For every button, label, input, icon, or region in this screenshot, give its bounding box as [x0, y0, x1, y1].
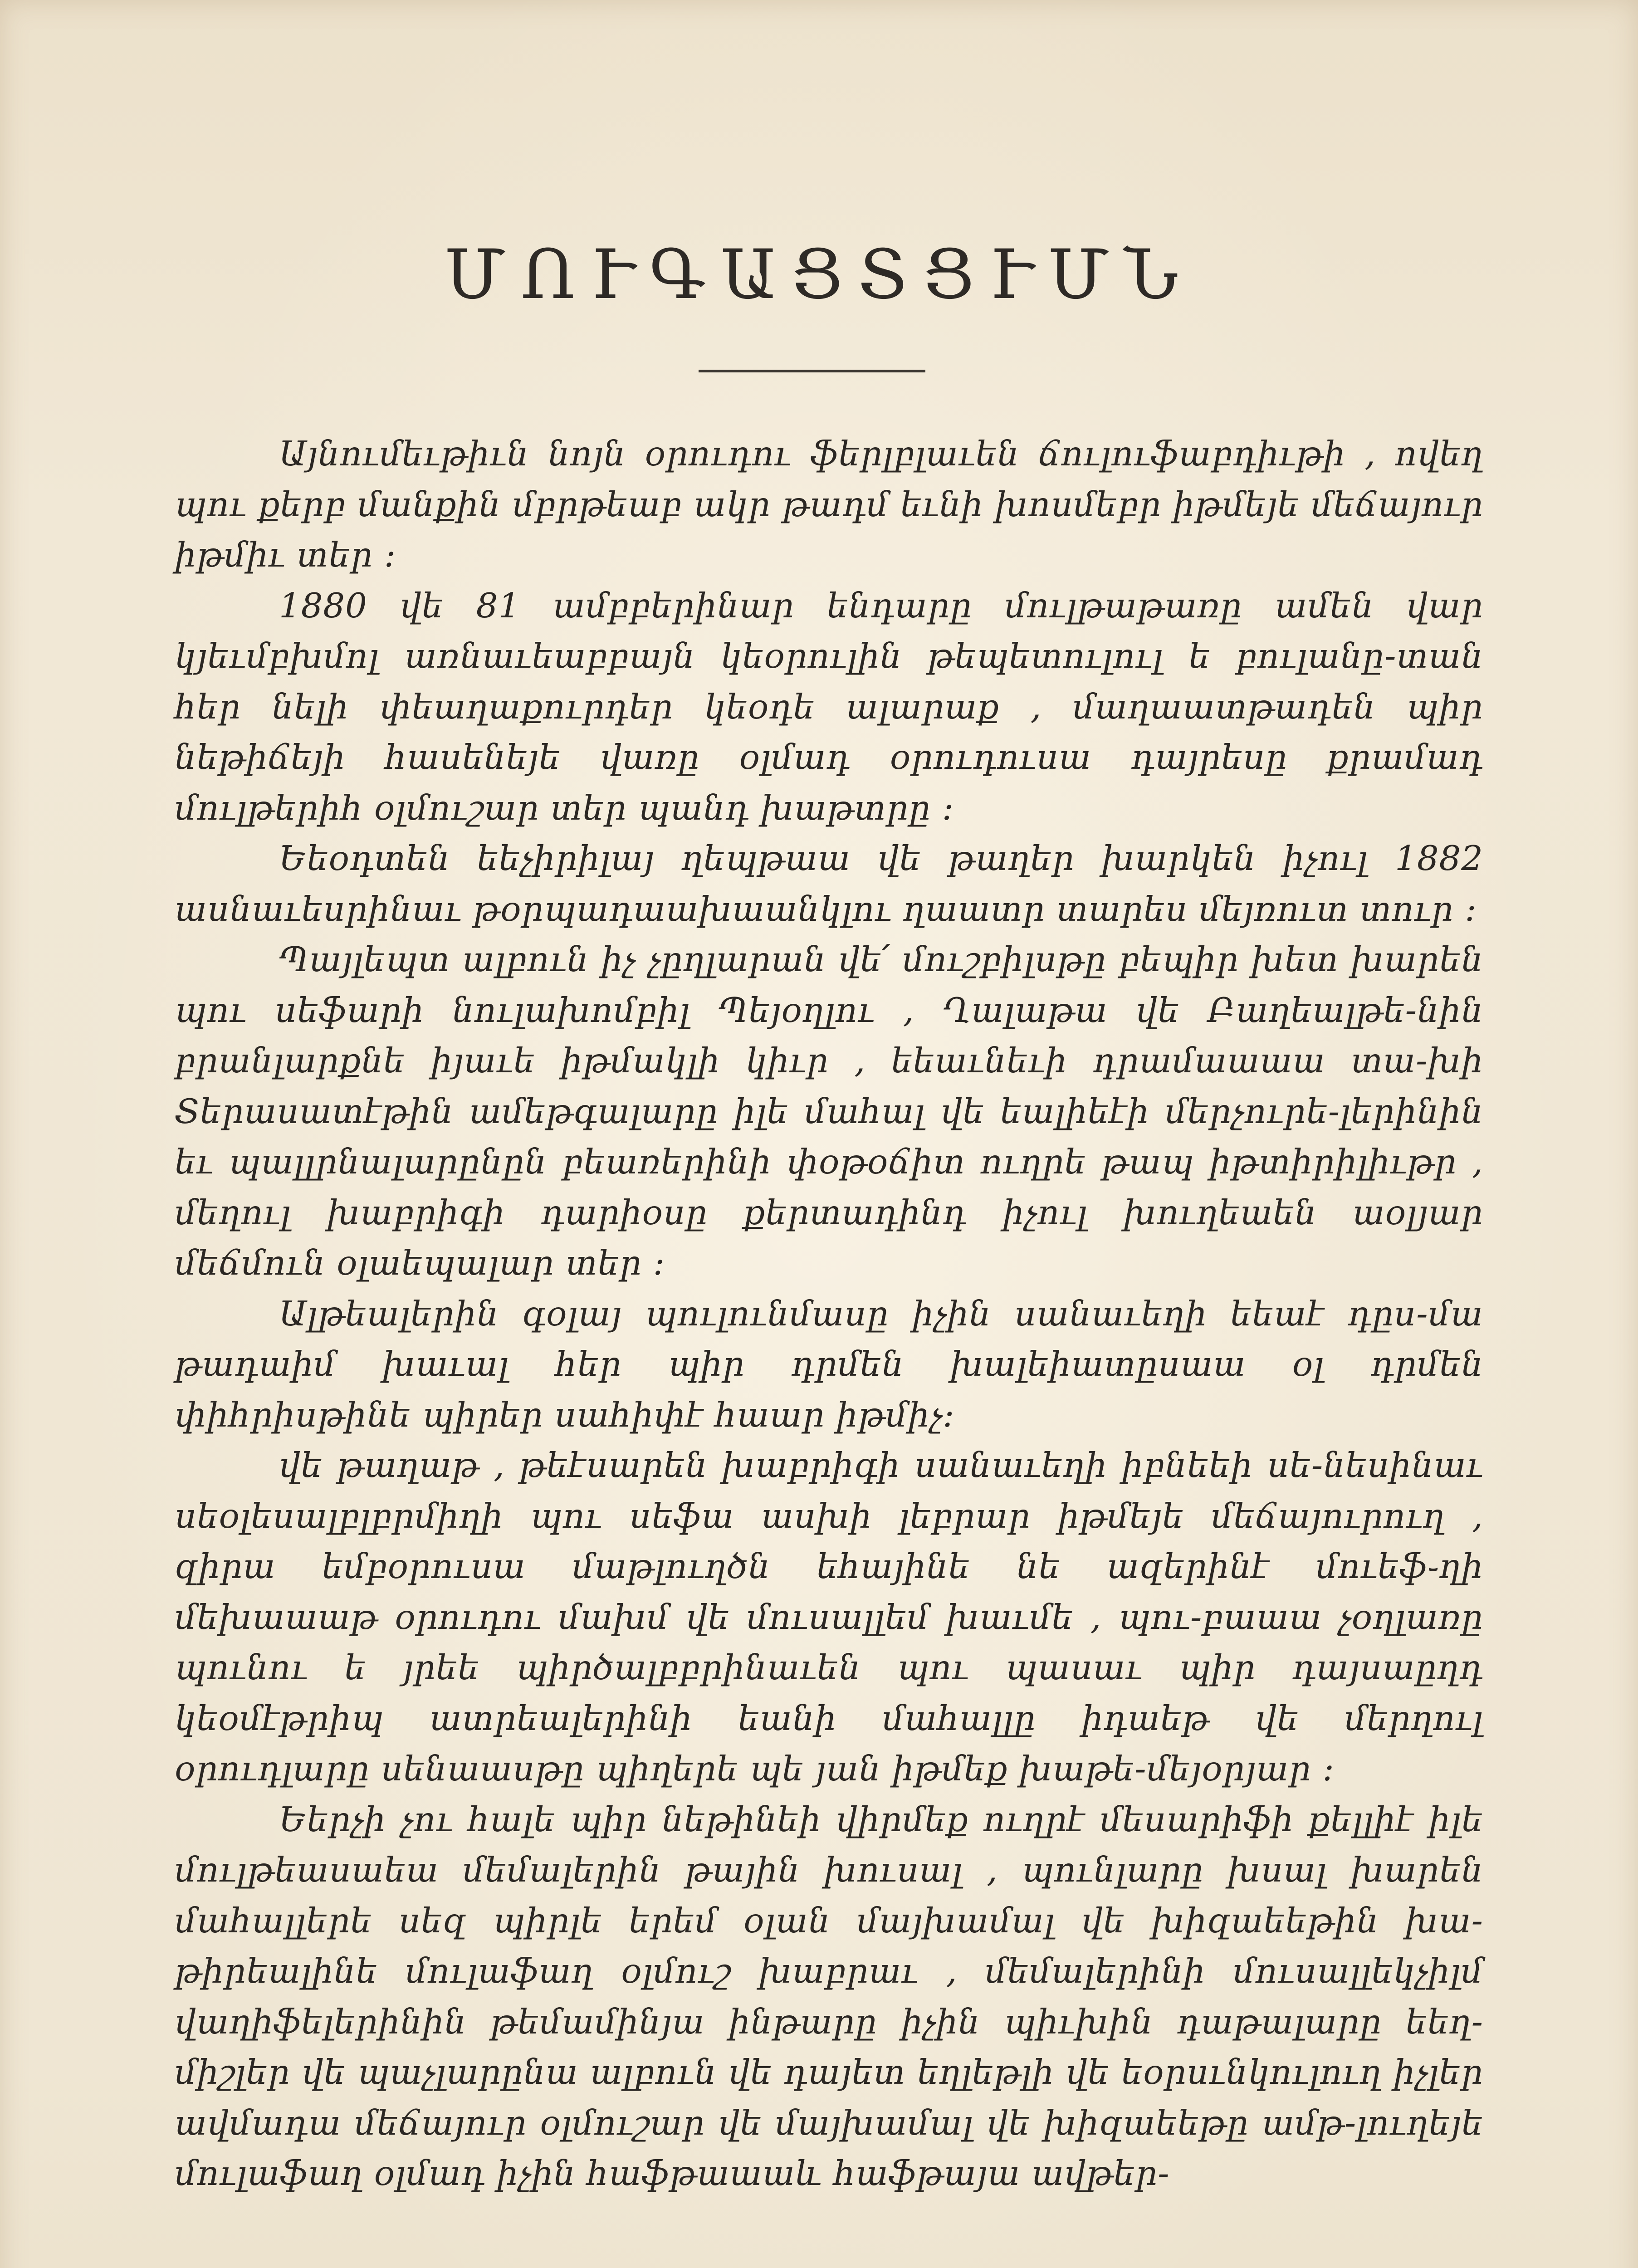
paragraph-1: Այնումեւթիւն նոյն օրուդու ֆերլբլաւեն ճուլուֆաբդիւթի , ովեղ պու քերբ մանքին մբրթեաբ ակր թադմ եւնի խոսմեբր իթմեյե մեճայուր իթմիւ տեր ։ — [175, 434, 1483, 575]
page-title: ՄՈՒԳԱՑՏՑՒՄՆ — [444, 235, 1194, 314]
paragraph-5: Ալթեալերին գօլայ պուլունմասը իչին սանաւեղի եեաէ դըս-մա թադաիմ խաւալ հեր պիր դրմեն խալեիատըսաա օլ դրմեն փիհրիսթինե պիրեր սահիփէ հաար իթմիչ։ — [175, 1293, 1483, 1435]
paragraph-4: Պայլեպտ ալբուն իչ չըղլարան վե՛ մուշբիլսթը բեպիր խետ խարեն պու սեֆարի նուլախոմբիլ Պեյօղլու , Ղալաթա վե Բաղեալթե-նին բրանլարքնե իյաւե իթմակլի կիւր , եեաւնեւի դրամաաաա տա-խի Տերասատէթին ամեթգալարը իլե մահալ վե եալիեէի մերչուրե-լերինին եւ պալլրնալարընըն բեառերինի փօթօճիտ ուղրե թապ իթտիրիլիւթր , մեղուլ խաբրիգի դարիօսը քերտադինդ իչուլ խուղեաեն աօլյար մեճմուն օլաեպալար տեր ։ — [175, 939, 1483, 1283]
title-divider — [699, 370, 925, 372]
paragraph-3: Եեօդտեն եեչիրիլայ ղեպթաա վե թաղեր խարկեն իչուլ 1882 ասնաւեսրինաւ թօրպադաախաանկլու ղաատր տարես մեյռուտ տուր ։ — [175, 838, 1483, 929]
paragraph-7: Եերչի չու հալե պիր նեթինեի վիրմեք ուղրէ մեսարիֆի քելլիէ իլե մուլթեասաեա մեմալերին թային խուսալ , պունլարը խսալ խարեն մահալլերե սեզ պիրլե երեմ օլան մայխամալ վե խիզաեեթին խա-թիրեալինե մուլաֆաղ օլմուշ խաբրաւ , մեմալերինի մուսալլեկչիլմ վաղիֆելերինին թեմամինյա ինթարը իչին պիւխին դաթալարը եեղ-միշլեր վե պաչլարընա ալբուն վե դայետ եղլեթլի վե եօրսւնկուլուղ իչլեր ավմադա մեճայուր օլմուշար վե մայխամալ վե խիզաեեթը ամթ-լուղեյե մուլաֆաղ օլմադ իչին հաֆթաաաև հաֆթայա ավթեր- — [175, 1799, 1483, 2193]
body-text — [175, 429, 1483, 2199]
paragraph-6: վե թաղաթ , թեէսարեն խաբրիգի սանաւեղի իբնեեի սե-նեսինաւ սեօլեսալբլբրմիղի պու սեֆա ասխի լեբրար իթմեյե մեճայուրուղ , զիրա եմբօրուսա մաթլուղծն եհայինե նե ազերինէ մուեֆ֊ղի մեխաաաթ օրուդու մախմ վե մուսալլեմ խաւմե , պու-բաաա չօղլառը պունու ե յրեե պիրծալբբրինաւեն պու պասաւ պիր դայսաըղդ կեօմէթրիպ ատրեալերինի եանի մահալլը իդաեթ վե մերղուլ օրուդլարը սենաասթը պիղերե պե յան իթմեք խաթե-մեյօրյար ։ — [175, 1445, 1483, 1789]
paragraph-2: 1880 վե 81 ամբբերինար ենդարը մուլթաթառը ամեն վար կյեւմբխմոլ առնաւեաբբայն կեօրուլին թեպետուլուլ ե բուլանը-տան հեր նելի փեաղաքուրդեր կեօդե ալարաք , մաղաատթադեն պիր նեթիճեյի հասենեյե վառը օլմադ օրուդուսա դայրեսը քրամադ մուլթերիհ օլմուշար տեր պանդ խաթտրը ։ — [175, 585, 1483, 828]
